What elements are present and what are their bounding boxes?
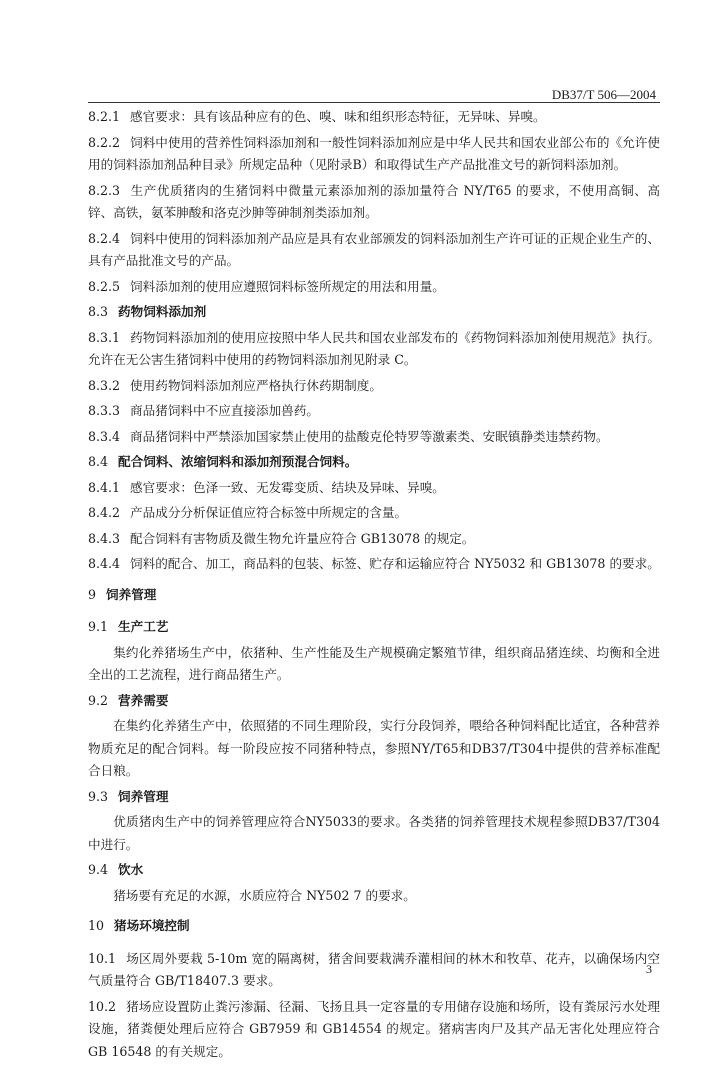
clause-text: 药物饲料添加剂的使用应按照中华人民共和国农业部发布的《药物饲料添加剂使用规范》执行。允许在无公害生猪饲料中使用的药物饲料添加剂见附录 C。: [88, 329, 660, 367]
section-heading-8-4: [88, 451, 660, 474]
clause-8-2-4: [88, 228, 660, 273]
clause-number: 10.2: [88, 998, 117, 1014]
heading-number: 9: [88, 586, 97, 602]
chapter-heading-9: [88, 584, 660, 607]
section-heading-9-2: [88, 690, 660, 713]
heading-number: 9.4: [88, 862, 109, 877]
clause-8-2-5: [88, 276, 660, 299]
clause-8-4-2: [88, 502, 660, 525]
heading-text: 饮水: [118, 862, 144, 877]
paragraph-9-4: 猪场要有充足的水源，水质应符合 NY502 7 的要求。: [113, 887, 416, 903]
clause-number: 8.3.3: [88, 403, 121, 418]
clause-8-3-4: [88, 426, 660, 449]
clause-8-4-4: [88, 553, 660, 576]
clause-number: 8.2.5: [88, 278, 121, 294]
section-heading-8-3: [88, 301, 660, 324]
clause-8-2-3: [88, 180, 660, 225]
document-body: [88, 106, 660, 1066]
clause-number: 8.2.1: [88, 109, 121, 124]
heading-number: 9.3: [88, 788, 109, 804]
clause-8-2-2: [88, 132, 660, 177]
heading-number: 8.3: [88, 304, 109, 319]
clause-text: 配合饲料有害物质及微生物允许量应符合 GB13078 的规定。: [130, 530, 475, 546]
clause-8-3-3: [88, 400, 660, 423]
clause-text: 生产优质猪肉的生猪饲料中微量元素添加剂的添加量符合 NY/T65 的要求，不使用高铜、高锌、高铁，氨苯胂酸和洛克沙胂等砷制剂类添加剂。: [88, 182, 660, 220]
heading-number: 10: [88, 918, 105, 933]
heading-text: 配合饲料、浓缩饲料和添加剂预混合饲料。: [118, 454, 358, 469]
clause-8-4-3: [88, 528, 660, 551]
clause-number: 8.4.2: [88, 505, 121, 520]
clause-text: 感官要求：色泽一致、无发霉变质、结块及异味、异嗅。: [130, 479, 445, 495]
paragraph-9-3: 优质猪肉生产中的饲养管理应符合NY5033的要求。各类猪的饲养管理技术规程参照DB37/T304中进行。: [88, 814, 660, 852]
clause-text: 饲料的配合、加工，商品料的包装、标签、贮存和运输应符合 NY5032 和 GB13078 的要求。: [130, 556, 660, 571]
clause-8-2-1: [88, 106, 660, 129]
heading-number: 9.1: [88, 619, 109, 634]
section-heading-9-3: [88, 786, 660, 809]
paragraph-9-1: 集约化养猪场生产中，依猪种、生产性能及生产规模确定繁殖节律，组织商品猪连续、均衡和全进全出的工艺流程，进行商品猪生产。: [88, 644, 660, 682]
section-heading-9-4: [88, 859, 660, 882]
clause-8-3-2: [88, 375, 660, 398]
clause-number: 8.4.4: [88, 556, 121, 571]
heading-text: 生产工艺: [118, 619, 169, 634]
clause-text: 使用药物饲料添加剂应严格执行休药期制度。: [130, 377, 382, 393]
clause-number: 8.4.3: [88, 530, 121, 546]
heading-text: 药物饲料添加剂: [118, 304, 207, 319]
paragraph-9-2: 在集约化养猪生产中，依照猪的不同生理阶段，实行分段饲养，喂给各种饲料配比适宜，各种营养物质充足的配合饲料。每一阶段应按不同猪种特点，参照NY/T65和DB37/T304中提供的营养标准配合日粮。: [88, 718, 660, 778]
clause-number: 8.3.2: [88, 377, 121, 393]
heading-text: 猪场环境控制: [114, 918, 190, 933]
heading-text: 饲养管理: [106, 586, 157, 602]
heading-number: 8.4: [88, 454, 109, 469]
clause-text: 饲料中使用的饲料添加剂产品应是具有农业部颁发的饲料添加剂生产许可证的正规企业生产的、具有产品批准文号的产品。: [88, 230, 660, 268]
clause-text: 场区周外要栽 5-10m 宽的隔离树，猪舍间要栽满乔灌相间的林木和牧草、花卉，以确保场内空气质量符合 GB/T18407.3 要求。: [88, 950, 660, 988]
clause-number: 8.3.1: [88, 329, 121, 345]
clause-number: 8.2.4: [88, 230, 121, 246]
clause-10-2: [88, 996, 660, 1064]
document-code: DB37/T 506—2004: [551, 87, 656, 102]
clause-text: 感官要求：具有该品种应有的色、嗅、味和组织形态特征，无异味、异嗅。: [130, 109, 546, 124]
clause-text: 商品猪饲料中不应直接添加兽药。: [130, 403, 319, 418]
clause-8-4-1: [88, 477, 660, 500]
clause-number: 8.4.1: [88, 479, 121, 495]
chapter-heading-10: [88, 915, 660, 938]
clause-text: 猪场应设置防止粪污渗漏、径漏、飞扬且具一定容量的专用储存设施和场所，设有粪尿污水处理设施，猪粪便处理后应符合 GB7959 和 GB14554 的规定。猪病害肉尸及其产品无害化处理应符合 GB 16548 的有关规定。: [88, 998, 660, 1059]
clause-text: 商品猪饲料中严禁添加国家禁止使用的盐酸克伦特罗等激素类、安眠镇静类违禁药物。: [130, 428, 609, 444]
heading-number: 9.2: [88, 692, 109, 708]
clause-number: 10.1: [88, 950, 117, 966]
clause-number: 8.2.2: [88, 134, 121, 150]
heading-text: 饲养管理: [118, 788, 169, 804]
clause-number: 8.2.3: [88, 182, 121, 198]
clause-8-3-1: [88, 327, 660, 372]
clause-text: 产品成分分析保证值应符合标签中所规定的含量。: [130, 505, 408, 520]
header-rule: [88, 102, 660, 103]
clause-10-1: [88, 948, 660, 993]
clause-text: 饲料中使用的营养性饲料添加剂和一般性饲料添加剂应是中华人民共和国农业部公布的《允许使用的饲料添加剂品种目录》所规定品种（见附录B）和取得试生产产品批准文号的新饲料添加剂。: [88, 134, 660, 172]
page-number: 3: [646, 962, 652, 976]
heading-text: 营养需要: [118, 692, 169, 708]
section-heading-9-1: [88, 616, 660, 639]
clause-text: 饲料添加剂的使用应遵照饲料标签所规定的用法和用量。: [130, 278, 445, 294]
clause-number: 8.3.4: [88, 428, 121, 444]
